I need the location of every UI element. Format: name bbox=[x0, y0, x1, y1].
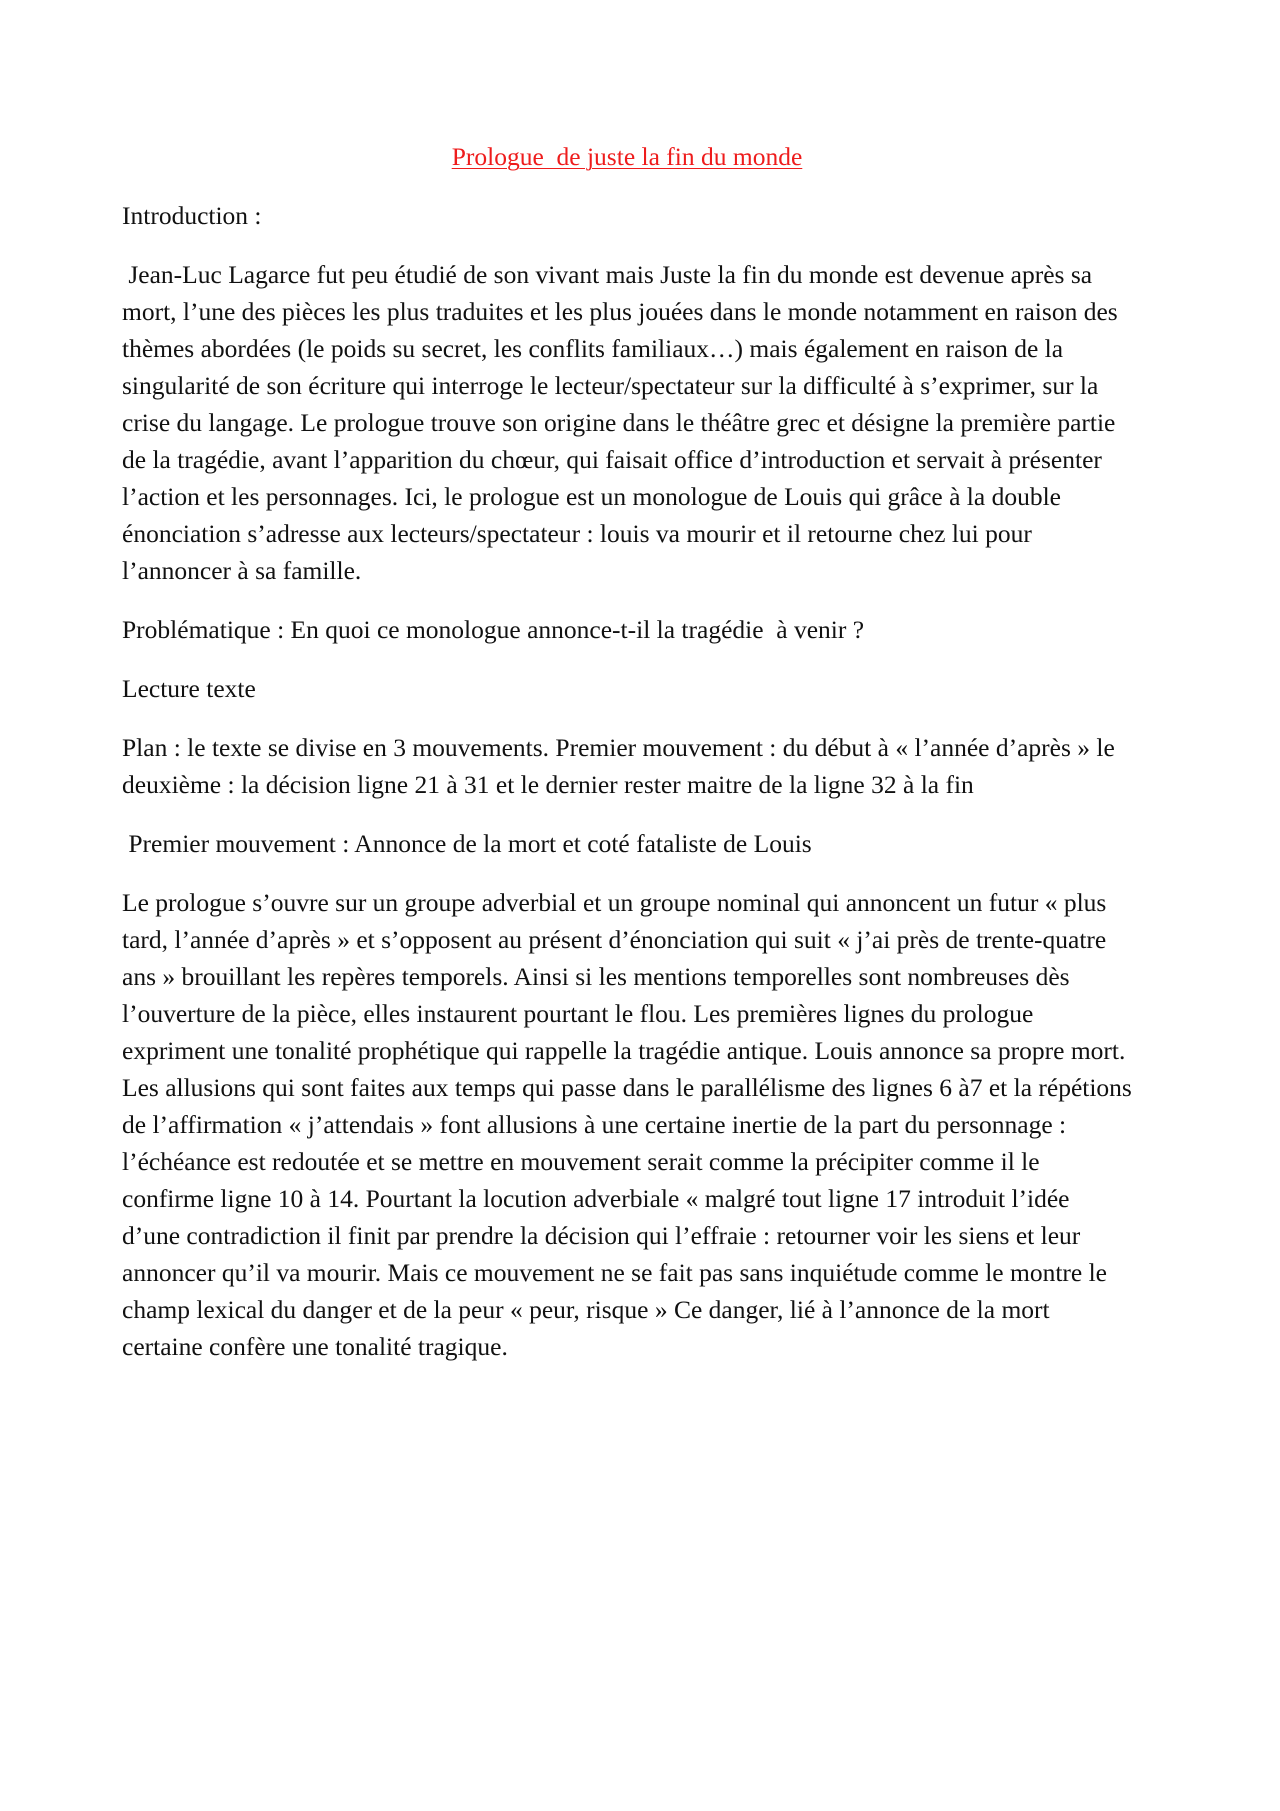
lecture-texte-line: Lecture texte bbox=[122, 674, 256, 703]
analysis-paragraph: Le prologue s’ouvre sur un groupe adverbial et un groupe nominal qui annoncent un futur « plus tard, l’année d’après » et s’opposent au présent d’énonciation qui suit « j’ai près de trente-quatre ans » brouillant les repères temporels. Ainsi si les mentions temporelles sont nombreuses dès l’ouverture de la pièce, elles instaurent pourtant le flou. Les premières lignes du prologue expriment une tonalité prophétique qui rappelle la tragédie antique. Louis annonce sa propre mort. Les allusions qui sont faites aux temps qui passe dans le parallélisme des lignes 6 à7 et la répétions de l’affirmation « j’attendais » font allusions à une certaine inertie de la part du personnage : l’échéance est redoutée et se mettre en mouvement serait comme la précipiter comme il le confirme ligne 10 à 14. Pourtant la locution adverbiale « malgré tout ligne 17 introduit l’idée d’une contradiction il finit par prendre la décision qui l’effraie : retourner voir les siens et leur annoncer qu’il va mourir. Mais ce mouvement ne se fait pas sans inquiétude comme le montre le champ lexical du danger et de la peur « peur, risque » Ce danger, lié à l’annonce de la mort certaine confère une tonalité tragique. bbox=[122, 888, 1139, 1361]
document-title: Prologue de juste la fin du monde bbox=[451, 142, 803, 171]
introduction-paragraph: Jean-Luc Lagarce fut peu étudié de son vivant mais Juste la fin du monde est devenue après sa mort, l’une des pièces les plus traduites et les plus jouées dans le monde notamment en raison des thèmes abordées (le poids su secret, les conflits familiaux…) mais également en raison de la singularité de son écriture qui interroge le lecteur/spectateur sur la difficulté à s’exprimer, sur la crise du langage. Le prologue trouve son origine dans le théâtre grec et désigne la première partie de la tragédie, avant l’apparition du chœur, qui faisait office d’introduction et servait à présenter l’action et les personnages. Ici, le prologue est un monologue de Louis qui grâce à la double énonciation s’adresse aux lecteurs/spectateur : louis va mourir et il retourne chez lui pour l’annoncer à sa famille. bbox=[122, 260, 1125, 585]
section-heading-introduction: Introduction : bbox=[122, 201, 262, 230]
section-heading-premier-mouvement: Premier mouvement : Annonce de la mort et coté fataliste de Louis bbox=[122, 829, 812, 858]
problematique-line: Problématique : En quoi ce monologue annonce-t-il la tragédie à venir ? bbox=[122, 615, 865, 644]
plan-paragraph: Plan : le texte se divise en 3 mouvements. Premier mouvement : du début à « l’année d’après » le deuxième : la décision ligne 21 à 31 et le dernier rester maitre de la ligne 32 à la fin bbox=[122, 733, 1128, 799]
document-body bbox=[122, 138, 1139, 1387]
